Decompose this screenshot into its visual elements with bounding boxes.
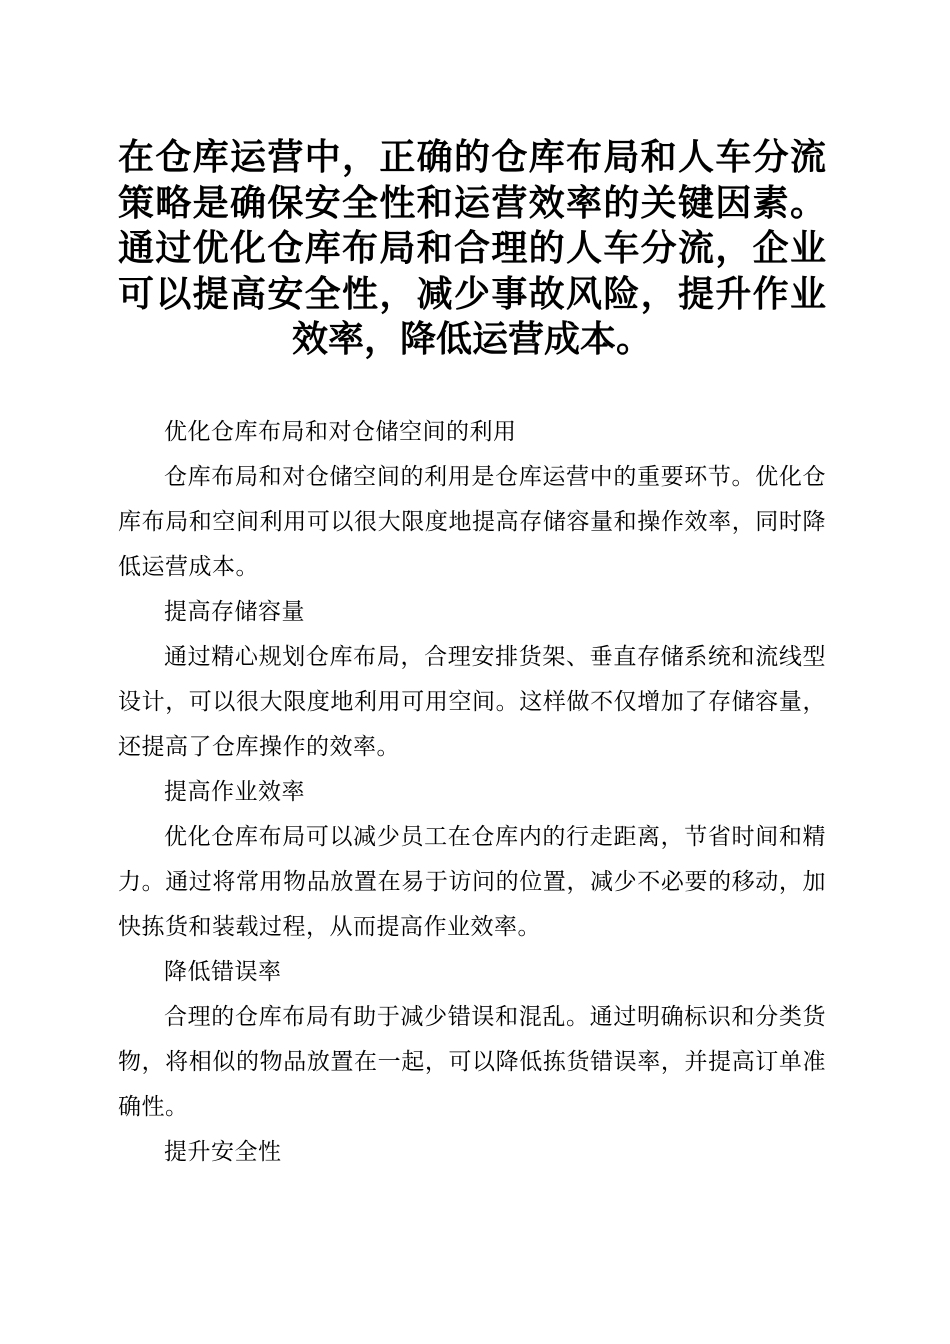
paragraph-storage-capacity: 通过精心规划仓库布局，合理安排货架、垂直存储系统和流线型设计，可以很大限度地利用可用空间。这样做不仅增加了存储容量，还提高了仓库操作的效率。 [118,644,826,760]
paragraph-layout-optimization: 仓库布局和对仓储空间的利用是仓库运营中的重要环节。优化仓库布局和空间利用可以很大限度地提高存储容量和操作效率，同时降低运营成本。 [118,464,826,580]
document-body [118,410,826,1175]
section-heading-storage-capacity: 提高存储容量 [164,599,305,625]
section-heading-safety: 提升安全性 [164,1139,282,1165]
paragraph-error-rate: 合理的仓库布局有助于减少错误和混乱。通过明确标识和分类货物，将相似的物品放置在一起，可以降低拣货错误率，并提高订单准确性。 [118,1004,826,1120]
section-heading-error-rate: 降低错误率 [164,959,282,985]
section-heading-layout-optimization: 优化仓库布局和对仓储空间的利用 [164,419,517,445]
paragraph-work-efficiency: 优化仓库布局可以减少员工在仓库内的行走距离，节省时间和精力。通过将常用物品放置在易于访问的位置，减少不必要的移动，加快拣货和装载过程，从而提高作业效率。 [118,824,826,940]
section-heading-work-efficiency: 提高作业效率 [164,779,305,805]
document-title: 在仓库运营中，正确的仓库布局和人车分流策略是确保安全性和运营效率的关键因素。通过优化仓库布局和合理的人车分流，企业可以提高安全性，减少事故风险，提升作业效率，降低运营成本。 [118,137,826,360]
